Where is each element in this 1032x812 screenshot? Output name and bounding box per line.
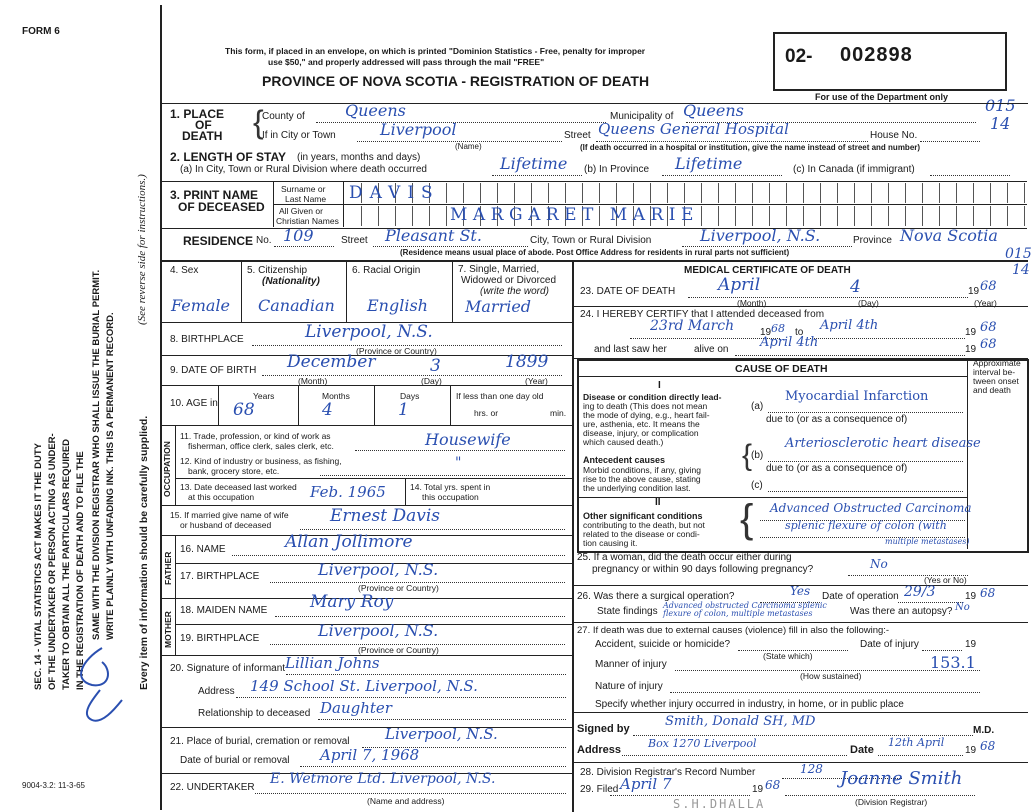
residence-no-label: No. [256,235,272,246]
street-value: Queens General Hospital [598,120,789,138]
hrs-label: hrs. or [474,408,499,418]
dob-year-caption: (Year) [525,376,548,386]
length-of-stay-sub: (in years, months and days) [297,152,421,163]
occupation-tab: OCCUPATION [162,441,172,497]
q14-label-1: 14. Total yrs. spent in [410,482,491,492]
q14-label-2: this occupation [422,492,479,502]
nature-label: Nature of injury [595,681,663,692]
manner-code: 153.1 [930,653,976,672]
q13-label-1: 13. Date deceased last worked [180,482,297,492]
q16-label: 16. NAME [180,544,226,555]
q12-value: " [455,455,462,471]
q12-label-1: 12. Kind of industry or business, as fishing, [180,456,342,466]
q15-value: Ernest Davis [330,506,441,526]
q20-label: 20. Signature of informant [170,663,286,674]
reg-number: 002898 [840,44,913,66]
filed-yr-prefix: 19 [752,784,764,795]
citizenship-sub: (Nationality) [262,276,320,287]
q20-value: Lillian Johns [285,654,380,672]
cause-b-value: Arteriosclerotic heart disease [785,436,981,451]
residence-note: (Residence means usual place of abode. Post Office Address for residents in rural parts not sufficient) [400,248,790,257]
antecedent-line-1: Morbid conditions, if any, giving [583,465,701,475]
q24-label: 24. I HEREBY CERTIFY that I attended deceased from [580,309,825,320]
print-name-label-2: OF DECEASED [178,200,265,214]
from-yr-prefix: 19 [760,327,772,338]
dept-code-4: 14 [1012,262,1030,278]
city-label: If in City or Town [262,130,336,141]
marital-label-2: Widowed or Divorced [461,275,557,286]
q13-label-2: at this occupation [188,492,255,502]
other-line-2: related to the disease or condi- [583,529,700,539]
cause-a-value: Myocardial Infarction [785,389,929,404]
residence-city-label: City, Town or Rural Division [530,235,652,246]
cert-address: Box 1270 Liverpool [648,737,757,750]
dob-label: 9. DATE OF BIRTH [170,365,257,376]
dod-day-caption: (Day) [858,298,879,308]
q22-label: 22. UNDERTAKER [170,782,255,793]
other-cause-3: multiple metastases) [885,537,970,546]
op-yr: 68 [980,586,996,600]
other-title: Other significant conditions [583,511,703,521]
cert-address-label: Address [577,744,622,756]
father-tab: FATHER [163,551,173,585]
q17-label: 17. BIRTHPLACE [180,571,260,582]
age-label: 10. AGE in [170,398,218,409]
other-line-1: contributing to the death, but not [583,520,705,530]
other-cause-2: splenic flexure of colon (with [785,519,947,532]
registrar-stamp: S.H.DHALLA [673,797,766,811]
registrar-signature: Joanne Smith [840,768,963,789]
accident-label: Accident, suicide or homicide? [595,639,731,650]
signed-by-value: Smith, Donald SH, MD [665,714,816,729]
residence-street: Pleasant St. [385,226,482,245]
marital-label-1: 7. Single, Married, [458,264,540,275]
form-title: PROVINCE OF NOVA SCOTIA - REGISTRATION OF DEATH [262,73,650,89]
q21-value: Liverpool, N.S. [385,725,498,743]
stay-a-label: (a) In City, Town or Rural Division where death occurred [180,164,427,175]
to-yr: 68 [980,320,997,335]
notice-line-1: This form, if placed in an envelope, on which is printed "Dominion Statistics - Free, penalty for improper [225,46,646,56]
signed-by-label: Signed by [577,723,630,735]
name-caption: (Name) [455,142,482,151]
antecedent-line-2: rise to the above cause, stating [583,474,701,484]
last-saw-label: and last saw her [594,344,667,355]
q26-label: 26. Was there a surgical operation? [577,591,735,602]
cert-date: 12th April [888,736,945,749]
disease-line-4: ure, asthenia, etc. It means the [583,419,700,429]
to-label: to [795,327,804,338]
alive-on-label: alive on [694,344,729,355]
dob-month-caption: (Month) [298,376,328,386]
q28-value: 128 [800,762,823,776]
informant-address: 149 School St. Liverpool, N.S. [250,677,478,695]
findings-value: Advanced obstructed Carcinoma splenic flexure of colon, multiple metastases [663,601,827,618]
stay-c-label: (c) In Canada (if immigrant) [793,164,915,175]
antecedent-line-3: the underlying condition last. [583,483,691,493]
department-use-label: For use of the Department only [815,92,949,102]
racial-value: English [367,296,428,315]
birthplace-label: 8. BIRTHPLACE [170,334,244,345]
dod-year-prefix: 19 [968,286,980,297]
alive-yr-prefix: 19 [965,344,977,355]
q11-label-1: 11. Trade, profession, or kind of work as [180,431,331,441]
days-caption: Days [400,391,420,401]
marital-label-3: (write the word) [480,286,549,297]
statute-line-2: OF THE UNDERTAKER OR PERSON ACTING AS UNDER- [47,433,58,690]
place-of-death-label-2: OF [195,118,212,132]
relationship-label: Relationship to deceased [198,708,311,719]
undertaker-caption: (Name and address) [367,796,445,806]
mother-tab: MOTHER [163,611,173,648]
attended-from: 23rd March [650,318,735,334]
op-yr-prefix: 19 [965,591,977,602]
q21-label: 21. Place of burial, cremation or removal [170,736,350,747]
supply-note: Every item of information should be carefully supplied. [138,415,150,690]
interval-label-1: Approximate [973,358,1021,368]
findings-label: State findings [597,606,658,617]
residence-province-label: Province [853,235,892,246]
reg-prefix: 02- [785,46,813,67]
injury-yr-prefix: 19 [965,639,977,650]
interval-label-4: and death [973,385,1011,395]
birthplace-value: Liverpool, N.S. [305,322,433,342]
county-label: County of [262,111,305,122]
dob-day: 3 [430,356,441,376]
reverse-side-note: (See reverse side for instructions.) [136,174,148,325]
q12-label-2: bank, grocery store, etc. [188,466,280,476]
surname-label-2: Last Name [285,194,327,204]
injury-date-label: Date of injury [860,639,919,650]
burial-date-label: Date of burial or removal [180,755,290,766]
place-of-death-label-1: 1. PLACE [170,107,225,121]
disease-line-2: ing to death (This does not mean [583,401,708,411]
cert-yr: 68 [980,739,996,753]
filed-yr: 68 [765,778,781,792]
citizenship-value: Canadian [258,296,335,315]
op-date: 29/3 [904,584,936,600]
q13-value: Feb. 1965 [310,483,386,501]
q25-label-1: 25. If a woman, did the death occur either during [577,552,792,563]
md-label: M.D. [973,725,995,736]
q19-value: Liverpool, N.S. [318,621,439,640]
how-sustained: (How sustained) [800,671,862,681]
q19-caption: (Province or Country) [358,645,439,655]
stay-a-value: Lifetime [500,154,568,173]
statute-line-4: IN THE REGISTRATION OF DEATH AND TO FILE THE [75,451,86,690]
age-days: 1 [398,400,409,420]
medical-title: MEDICAL CERTIFICATE OF DEATH [684,265,851,276]
dod-month-caption: (Month) [737,298,767,308]
statute-line-6: WRITE PLAINLY WITH UNFADING INK. THIS IS A PERMANENT RECORD. [105,312,116,640]
disease-line-3: the mode of dying, e.g., heart fail- [583,410,710,420]
city-value: Liverpool [380,120,457,139]
years-caption: Years [253,391,275,401]
racial-label: 6. Racial Origin [352,265,421,276]
stay-b-value: Lifetime [675,154,743,173]
months-caption: Months [322,391,350,401]
cause-b-label: (b) [751,450,764,461]
disease-line-1: Disease or condition directly lead- [583,392,722,402]
sex-label: 4. Sex [170,265,199,276]
q26-value: Yes [790,584,811,598]
house-no-label: House No. [870,130,918,141]
residence-city: Liverpool, N.S. [700,226,821,245]
citizenship-label: 5. Citizenship [247,265,308,276]
to-yr-prefix: 19 [965,327,977,338]
length-of-stay-label: 2. LENGTH OF STAY [170,150,287,164]
municipality-label: Municipality of [610,111,674,122]
from-yr: 68 [771,322,785,335]
alive-yr: 68 [980,337,997,352]
autopsy-label: Was there an autopsy? [850,606,953,617]
q27-label: 27. If death was due to external causes (violence) fill in also the following:- [577,625,890,636]
form-number: FORM 6 [22,26,60,37]
disease-line-5: disease, injury, or complication [583,428,699,438]
antecedent-title: Antecedent causes [583,455,666,465]
q28-label: 28. Division Registrar's Record Number [580,767,756,778]
dob-month: December [287,352,376,372]
municipality-value: Queens [683,101,744,120]
industry-label: Specify whether injury occurred in industry, in home, or in public place [595,699,904,710]
given-value: MARGARET MARIE [450,205,699,225]
given-label-1: All Given or [279,206,323,216]
dob-year: 1899 [505,352,549,372]
other-cause-1: Advanced Obstructed Carcinoma [770,501,972,515]
cause-title: CAUSE OF DEATH [735,363,828,375]
alive-on: April 4th [760,335,819,350]
cause-c-label: (c) [751,480,763,491]
informant-address-label: Address [198,686,235,697]
dob-day-caption: (Day) [421,376,442,386]
q29-label: 29. Filed [580,784,619,795]
due-to-b: due to (or as a consequence of) [766,463,908,474]
age-months: 4 [322,400,333,420]
disease-line-6: which caused death.) [583,437,664,447]
yes-no-caption: (Yes or No) [924,575,967,585]
left-margin-rule [160,5,163,810]
dept-code-3: 015 [1005,246,1032,262]
marital-value: Married [465,297,532,316]
registrar-caption: (Division Registrar) [855,797,928,807]
relationship-value: Daughter [320,699,392,717]
dod-year-caption: (Year) [974,298,997,308]
q16-value: Allan Jollimore [285,532,413,552]
less-than-day-label: If less than one day old [456,391,544,401]
q18-value: Mary Roy [310,592,394,612]
filed-date: April 7 [620,775,672,793]
q17-caption: (Province or Country) [358,583,439,593]
q11-label-2: fisherman, office clerk, sales clerk, etc. [188,441,334,451]
q11-value: Housewife [425,430,511,449]
q23-label: 23. DATE OF DEATH [580,286,676,297]
dod-month: April [718,275,761,295]
op-date-label: Date of operation [822,591,899,602]
form-code: 9004-3.2: 11-3-65 [22,781,86,790]
other-line-3: tion causing it. [583,538,638,548]
residence-label: RESIDENCE [183,234,254,248]
statute-line-1: SEC. 14 - VITAL STATISTICS ACT MAKES IT THE DUTY [33,442,44,690]
q25-label-2: pregnancy or within 90 days following pregnancy? [592,564,814,575]
residence-province: Nova Scotia [900,226,998,245]
county-value: Queens [345,101,406,120]
statute-line-3: TAKER TO OBTAIN ALL THE PARTICULARS REQUIRED [61,438,72,690]
sex-value: Female [171,296,230,315]
given-label-2: Christian Names [276,216,339,226]
autopsy-value: No [955,602,970,613]
dod-day: 4 [850,277,861,297]
q15-label-1: 15. If married give name of wife [170,510,289,520]
interval-label-3: tween onset [973,376,1019,386]
due-to-a: due to (or as a consequence of) [766,414,908,425]
print-name-label-1: 3. PRINT NAME [170,188,259,202]
surname-value: DAVIS [349,183,440,203]
q22-value: E. Wetmore Ltd. Liverpool, N.S. [270,771,496,787]
part-two-label: II [655,497,661,508]
q25-value: No [870,557,888,571]
stay-b-label: (b) In Province [584,164,650,175]
cert-date-label: Date [850,744,874,756]
hospital-note: (If death occurred in a hospital or institution, give the name instead of street and number) [580,143,921,152]
q15-label-2: or husband of deceased [180,520,272,530]
street-label: Street [564,130,591,141]
notice-line-2: use $50," and properly addressed will pass through the mail "FREE" [268,57,545,67]
attended-to: April 4th [820,318,879,333]
q18-label: 18. MAIDEN NAME [180,605,268,616]
place-of-death-label-3: DEATH [182,129,223,143]
birthplace-caption: (Province or Country) [356,346,437,356]
q19-label: 19. BIRTHPLACE [180,633,260,644]
dod-year: 68 [980,279,997,294]
dept-code-1: 015 [985,96,1016,115]
statute-line-5: SAME WITH THE DIVISION REGISTRAR WHO SHALL ISSUE THE BURIAL PERMIT. [91,269,102,640]
burial-date: April 7, 1968 [320,746,420,764]
surname-label-1: Surname or [281,184,326,194]
min-label: min. [550,408,567,418]
cause-a-label: (a) [751,401,764,412]
age-years: 68 [233,400,255,420]
scribble-mark [62,640,132,730]
manner-label: Manner of injury [595,659,667,670]
q17-value: Liverpool, N.S. [318,560,439,579]
residence-street-label: Street [341,235,368,246]
state-which: (State which) [763,651,813,661]
cert-yr-prefix: 19 [965,745,977,756]
dept-code-2: 14 [990,114,1011,133]
residence-no: 109 [283,226,314,245]
part-one-label: I [658,380,661,391]
interval-label-2: interval be- [973,367,1016,377]
